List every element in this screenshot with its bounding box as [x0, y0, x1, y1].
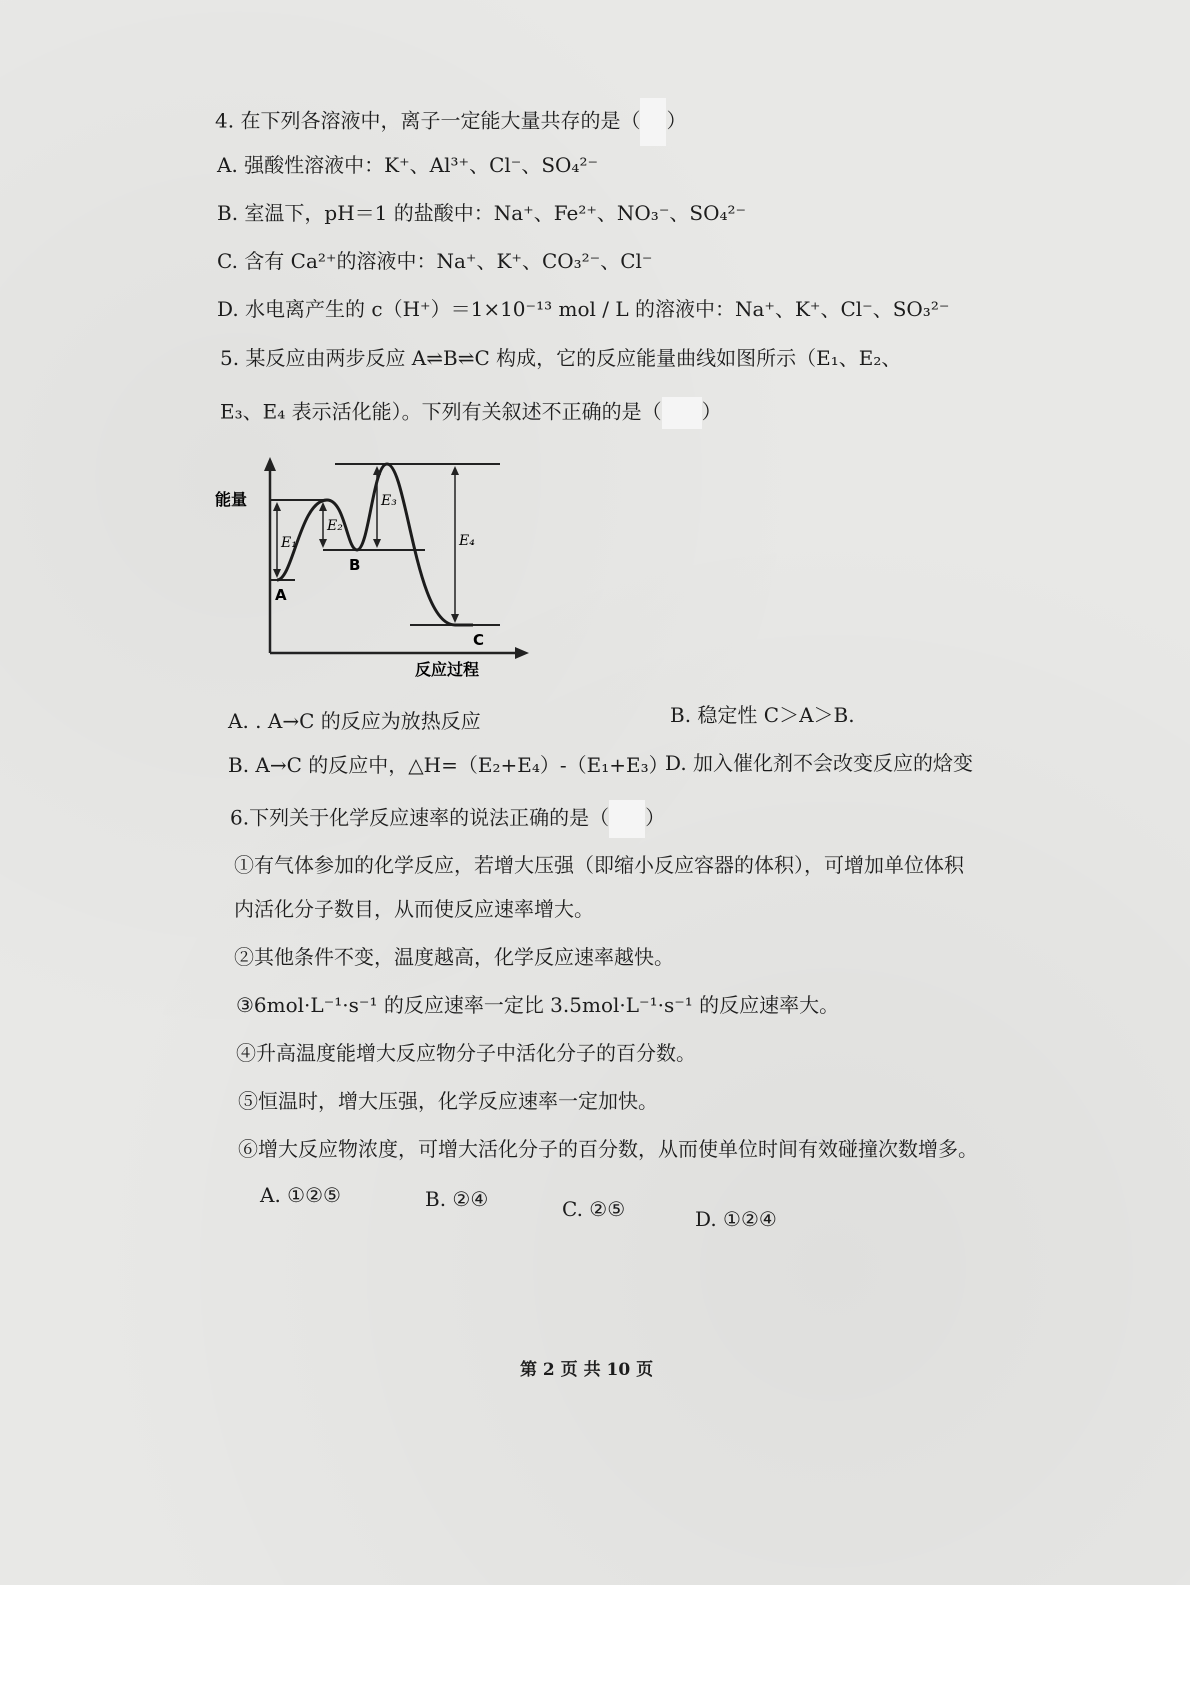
q6-stem-end: ） — [645, 805, 666, 830]
point-a-label: A — [275, 586, 287, 604]
q4-option-c: C. 含有 Ca²⁺的溶液中：Na⁺、K⁺、CO₃²⁻、Cl⁻ — [217, 249, 653, 273]
diagram-xlabel: 反应过程 — [415, 660, 480, 679]
q4-option-a: A. 强酸性溶液中：K⁺、Al³⁺、Cl⁻、SO₄²⁻ — [217, 153, 599, 177]
q4-stem-text: 4. 在下列各溶液中，离子一定能大量共存的是（ — [215, 108, 641, 133]
q5-option-a: A. . A→C 的反应为放热反应 — [228, 709, 481, 733]
q6-option-c: C. ②⑤ — [562, 1197, 626, 1221]
q6-stem-text: 6.下列关于化学反应速率的说法正确的是（ — [230, 805, 610, 830]
q6-statement-3: ③6mol·L⁻¹·s⁻¹ 的反应速率一定比 3.5mol·L⁻¹·s⁻¹ 的反应速率大。 — [236, 993, 840, 1017]
q6-option-a: A. ①②⑤ — [260, 1183, 341, 1207]
q6-stem — [230, 800, 665, 838]
energy-curve — [277, 464, 473, 625]
q6-statement-5: ⑤恒温时，增大压强，化学反应速率一定加快。 — [238, 1089, 658, 1113]
q5-stem-text: E₃、E₄ 表示活化能）。下列有关叙述不正确的是（ — [220, 399, 662, 424]
q6-statement-1-line1: ①有气体参加的化学反应，若增大压强（即缩小反应容器的体积），可增加单位体积 — [234, 853, 964, 877]
q6-statement-6: ⑥增大反应物浓度，可增大活化分子的百分数，从而使单位时间有效碰撞次数增多。 — [238, 1137, 978, 1161]
q5-stem-line2 — [220, 397, 722, 429]
q4-option-b: B. 室温下，pH＝1 的盐酸中：Na⁺、Fe²⁺、NO₃⁻、SO₄²⁻ — [217, 201, 747, 225]
answer-blank — [662, 397, 702, 429]
q6-option-d: D. ①②④ — [695, 1207, 777, 1231]
point-c-label: C — [473, 631, 485, 649]
q5-stem-end: ） — [701, 399, 722, 424]
page-number: 第 2 页 共 10 页 — [520, 1360, 654, 1380]
q4-option-d: D. 水电离产生的 c（H⁺）＝1×10⁻¹³ mol / L 的溶液中：Na⁺、K⁺、Cl⁻、SO₃²⁻ — [217, 297, 950, 321]
q6-statement-4: ④升高温度能增大反应物分子中活化分子的百分数。 — [236, 1041, 696, 1065]
q4-stem-end: ） — [666, 108, 687, 133]
answer-blank — [640, 98, 666, 146]
answer-blank — [609, 800, 645, 838]
q5-stem-line1: 5. 某反应由两步反应 A⇌B⇌C 构成，它的反应能量曲线如图所示（E₁、E₂、 — [220, 346, 902, 370]
q5-option-b: B. 稳定性 C＞A＞B. — [670, 703, 855, 727]
q5-option-c: B. A→C 的反应中，△H=（E₂+E₄）-（E₁+E₃） — [228, 753, 669, 777]
diagram-ylabel: 能量 — [215, 490, 248, 509]
q6-option-b: B. ②④ — [425, 1187, 489, 1211]
q6-statement-2: ②其他条件不变，温度越高，化学反应速率越快。 — [234, 945, 674, 969]
e4-label: E₄ — [459, 533, 475, 549]
x-axis-arrow — [515, 647, 529, 659]
q6-statement-1-line2: 内活化分子数目，从而使反应速率增大。 — [234, 897, 594, 921]
point-b-label: B — [349, 556, 361, 574]
energy-profile-diagram — [215, 455, 535, 680]
y-axis-arrow — [264, 457, 276, 471]
e2-label: E₂ — [327, 518, 343, 534]
e1-label: E₁ — [281, 535, 297, 551]
e3-label: E₃ — [381, 493, 397, 509]
q4-stem — [215, 98, 686, 146]
q5-option-d: D. 加入催化剂不会改变反应的焓变 — [665, 751, 974, 775]
